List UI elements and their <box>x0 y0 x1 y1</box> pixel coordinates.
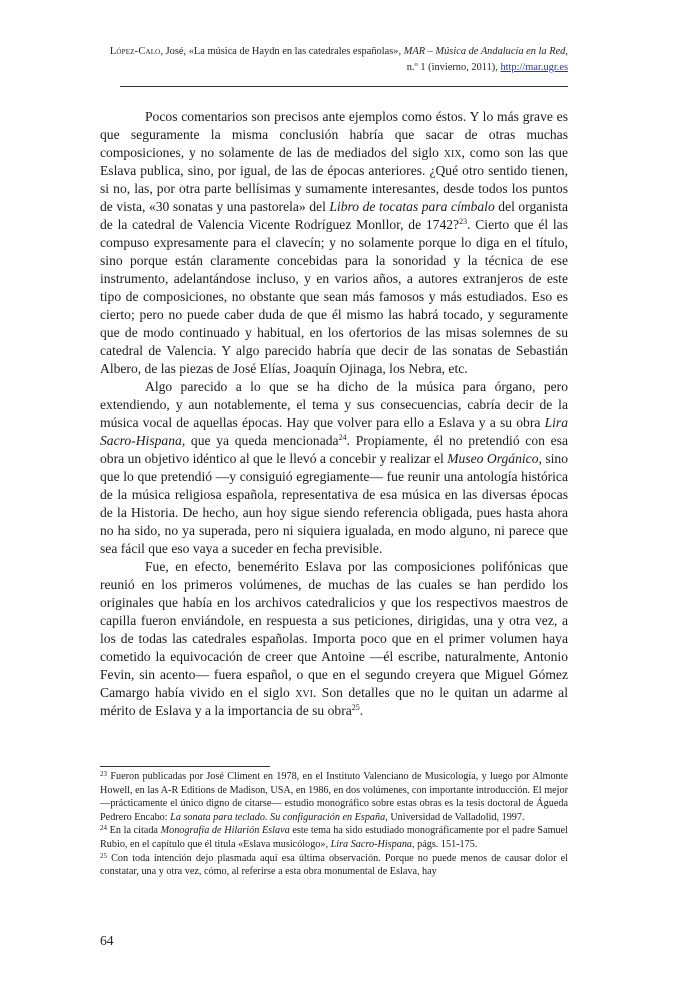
header-author-surname: López-Calo <box>109 46 161 57</box>
footnote-24-text-1: En la citada <box>107 825 161 837</box>
p2-text-1: Algo parecido a lo que se ha dicho de la música para órgano, pero extendiendo, y aun notablemente, el tema y sus consecuencias, cabría decir de la música vocal de aquellas épocas. Hay que volver para ello a Eslava y a su obra <box>100 379 568 430</box>
footnote-24-text-3: , págs. 151-175. <box>412 838 478 850</box>
footnote-23 <box>100 770 568 824</box>
footnote-rule <box>100 766 270 767</box>
p1-work-title: Libro de tocatas para címbalo <box>329 199 495 214</box>
footnote-25-number: 25 <box>100 851 107 860</box>
p1-text-3: del organista de la catedral de Valencia Vicente Rodríguez Monllor, de 1742? <box>100 199 568 232</box>
footnote-24-text-2: este tema ha sido estudiado monográficamente por el padre Samuel Rubio, en el capítulo que él titula «Eslava musicólogo», <box>100 825 568 850</box>
p3-text-1: Fue, en efecto, benemérito Eslava por las composiciones polifónicas que reunió en los primeros volúmenes, de muchas de las cuales se han perdido los originales que había en los archivos catedralicios y que los respectivos maestros de capilla fueron enviándole, en respuesta a sus peticiones, dirigidas, una y otra vez, a los de todas las catedrales españolas. Importa poco que en el primer volumen haya cometido la equivocación de creer que Antoine —él escribe, naturalmente, Antonio Fevin, sin acento— fuera español, o que en el segundo creyera que Miguel Gómez Camargo había vivido en el siglo <box>100 559 568 700</box>
p2-text-4: , sino que lo que pretendió —y consiguió egregiamente— fue reunir una antología histórica de la música religiosa española, representativa de esa música en las diversas épocas de la Historia. De hecho, aun hoy sigue siendo referencia obligada, pues hasta ahora no ha sido, no ya superada, pero ni siquiera igualada, en modo alguno, ni parece que sea fácil que eso vaya a suceder en fecha previsible. <box>100 451 569 556</box>
paragraph-2 <box>100 378 568 558</box>
p1-text-1: Pocos comentarios son precisos ante ejemplos como éstos. Y lo más grave es que seguramente la misma conclusión habría que sacar de otras muchas composiciones, y no solamente de las de mediados del siglo <box>100 109 568 160</box>
running-header <box>100 44 568 76</box>
paragraph-3 <box>100 558 568 720</box>
paragraph-1 <box>100 108 568 378</box>
footnote-ref-23[interactable]: 23 <box>459 217 468 226</box>
footnote-ref-25[interactable]: 25 <box>351 703 360 712</box>
body-text <box>100 108 568 720</box>
footnote-25-text-1: Con toda intención dejo plasmada aquí esa última observación. Porque no puede menos de causar dolor el constatar, una y otra vez, cómo, al referirse a esta obra monumental de Eslava, hay <box>100 852 568 878</box>
footnote-23-text-1: Fueron publicadas por José Climent en 1978, en el Instituto Valenciano de Musicología, y luego por Almonte Howell, en las A-R Editions de Madison, USA, en 1986, en dos volúmenes, con importante introducción. El mejor —prácticamente el único digno de citarse— estudio monográfico sobre estas obras es la tesis doctoral de Águeda Pedrero Encabo: <box>100 771 568 823</box>
p3-century: xvi <box>295 685 313 700</box>
header-rule <box>120 86 568 87</box>
footnote-23-text-2: , Universidad de Valladolid, 1997. <box>385 811 525 823</box>
page-number: 64 <box>100 933 114 948</box>
header-issue: , n.º 1 (invierno, 2011), <box>406 46 568 73</box>
footnote-25 <box>100 852 568 879</box>
footnote-24 <box>100 824 568 851</box>
p3-text-2: . Son detalles que no le quitan un adarme al mérito de Eslava y a la importancia de su obra <box>100 685 568 718</box>
footnote-24-work-title-2: Lira Sacro-Hispana <box>330 838 413 850</box>
header-journal: MAR – Música de Andalucía en la Red <box>403 46 566 57</box>
p2-work-title-2: Museo Orgánico <box>447 451 539 466</box>
footnote-23-work-title: La sonata para teclado. Su configuración en España <box>170 811 386 823</box>
footnotes <box>100 770 568 879</box>
p2-text-2: , que ya queda mencionada <box>181 433 339 448</box>
p2-work-title-1: Lira Sacro-Hispana <box>100 415 568 448</box>
footnote-24-work-title-1: Monografía de Hilarión Eslava <box>160 825 290 837</box>
p1-text-4: . Cierto que él las compuso expresamente para el clavecín; y no solamente porque lo diga en el título, sino porque están claramente concebidas para la sonoridad y la técnica de ese instrumento, adelantándose incluso, y en varios años, a autores extranjeros de este tipo de composiciones, no obstante que sean más famosos y más estudiados. Eso es cierto; pero no puede caber duda de que él mismo las habrá tocado, y seguramente que de modo continuado y habitual, en los ofertorios de las misas solemnes de su catedral de Valencia. Y algo parecido habría que decir de las sonatas de Sebastián Albero, de las piezas de José Elías, Joaquín Ojinaga, los Nebra, etc. <box>100 217 568 376</box>
p1-century: xix <box>443 145 462 160</box>
header-author-first: , José, <box>160 46 189 57</box>
p1-text-2: , como son las que Eslava publica, sino, por igual, de las de épocas anteriores. ¿Qué otro sentido tienen, si no, las, por otra parte bellísimas y sumamente interesantes, desde todos los puntos de vista, «30 sonatas y una pastorela» del <box>100 145 568 214</box>
header-url-link[interactable]: http://mar.ugr.es <box>500 62 568 73</box>
footnote-23-number: 23 <box>100 770 107 778</box>
footnote-ref-24[interactable]: 24 <box>338 433 347 442</box>
p2-text-3: . Propiamente, él no pretendió con esa obra un objetivo idéntico al que le llevó a concebir y realizar el <box>100 433 568 466</box>
header-article-title: «La música de Haydn en las catedrales españolas», <box>188 46 404 57</box>
p3-text-3: . <box>359 703 364 718</box>
footnote-24-number: 24 <box>100 824 107 833</box>
